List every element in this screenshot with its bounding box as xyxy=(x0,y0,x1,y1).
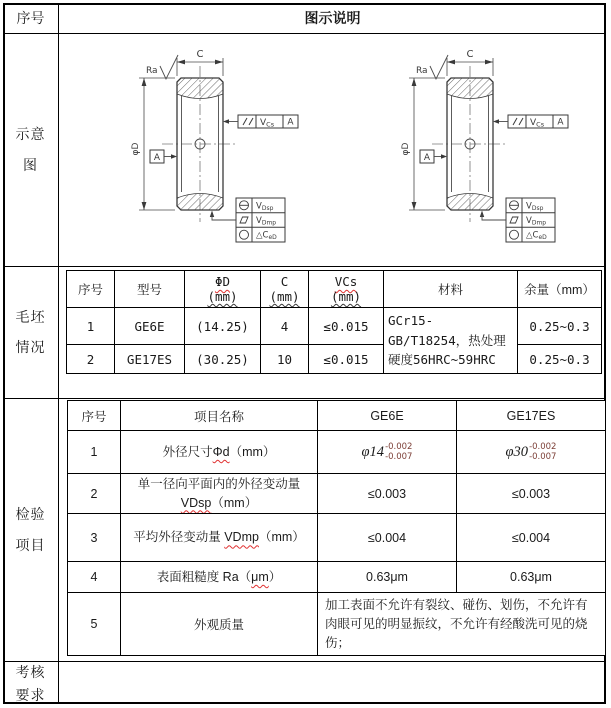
roughness-icon xyxy=(160,55,178,79)
cell-ge6e: ≤0.003 xyxy=(318,474,457,514)
roughness-label: Ra xyxy=(146,66,158,76)
mean-variation-icon xyxy=(240,217,248,223)
inspection-header-row xyxy=(68,401,606,431)
col-header-no: 序号 xyxy=(67,271,115,308)
cell-diameter: (14.25) xyxy=(185,308,261,345)
cell-no: 2 xyxy=(67,345,115,374)
table-row xyxy=(68,474,606,514)
fcf-datum-ref: A xyxy=(287,117,294,128)
col-header-ge6e: GE6E xyxy=(318,401,457,431)
inspection-table xyxy=(67,400,606,656)
parallelism-icon xyxy=(249,118,253,125)
cell-no: 3 xyxy=(68,514,121,562)
cell-material: GCr15-GB/T18254，热处理硬度56HRC~59HRC xyxy=(384,308,518,374)
datum-arrow xyxy=(171,154,177,159)
fcf-arrow xyxy=(493,119,499,124)
roughness-icon xyxy=(430,55,448,79)
col-header-ge17es: GE17ES xyxy=(457,401,606,431)
cell-item: 表面粗糙度 Ra（μm） xyxy=(121,562,318,593)
dim-c-label: C xyxy=(466,49,474,60)
section-label-assessment xyxy=(3,661,58,706)
fcf-value: VCs xyxy=(260,118,275,129)
stack-value-1: VDsp xyxy=(526,201,544,212)
dim-c-arrow-right xyxy=(485,60,493,65)
drawing-1 xyxy=(60,33,330,266)
dim-c-arrow-right xyxy=(215,60,223,65)
cell-item: 平均外径变动量 VDmp（mm） xyxy=(121,514,318,562)
roundness-icon xyxy=(240,230,249,239)
cell-no: 1 xyxy=(68,431,121,474)
stack-value-1: VDsp xyxy=(256,201,274,212)
section-label-inspection xyxy=(3,398,58,661)
drawing-2 xyxy=(330,33,600,266)
inspection-label-line1: 检验 xyxy=(15,506,46,523)
cell-no: 2 xyxy=(68,474,121,514)
schematic-label-line2: 图 xyxy=(23,156,38,173)
col-header-material: 材料 xyxy=(384,271,518,308)
stack-value-2: VDmp xyxy=(526,216,547,227)
stack-leader xyxy=(482,214,506,220)
cell-item: 外观质量 xyxy=(121,593,318,656)
cell-model: GE6E xyxy=(115,308,185,345)
dim-d-label: φD xyxy=(131,142,141,156)
seq-header-label: 序号 xyxy=(16,10,45,26)
row-divider-4 xyxy=(3,661,606,662)
cell-width: 4 xyxy=(261,308,309,345)
col-header-allowance: 余量（mm） xyxy=(518,271,602,308)
dim-d-label: φD xyxy=(401,142,411,156)
section-label-schematic xyxy=(3,33,58,266)
table-row xyxy=(68,593,606,656)
col-header-no: 序号 xyxy=(68,401,121,431)
section-label-blank xyxy=(3,266,58,398)
cell-ge6e: φ14 -0.002 -0.007 xyxy=(318,431,457,474)
ring-bottom-section-hatch xyxy=(447,194,493,211)
col-header-vcs: VCs (mm) xyxy=(309,271,384,308)
cell-ge17es: ≤0.003 xyxy=(457,474,606,514)
cell-item: 外径尺寸Φd（mm） xyxy=(121,431,318,474)
col-header-model: 型号 xyxy=(115,271,185,308)
table-row xyxy=(68,562,606,593)
datum-label: A xyxy=(153,153,161,163)
cell-no: 1 xyxy=(67,308,115,345)
cell-ge6e: 0.63μm xyxy=(318,562,457,593)
table-row xyxy=(67,308,602,345)
cell-vcs: ≤0.015 xyxy=(309,345,384,374)
row-divider-3 xyxy=(3,398,606,399)
parallelism-icon xyxy=(519,118,523,125)
stack-value-2: VDmp xyxy=(256,216,277,227)
dim-d-arrow-bottom xyxy=(412,202,417,210)
mean-variation-icon xyxy=(510,217,518,223)
roundness-icon xyxy=(510,230,519,239)
roughness-label: Ra xyxy=(416,66,428,76)
cell-ge17es: 0.63μm xyxy=(457,562,606,593)
header-seq-cell xyxy=(3,3,58,33)
row-divider-2 xyxy=(3,266,606,267)
cell-allowance: 0.25~0.3 xyxy=(518,345,602,374)
fcf-arrow xyxy=(223,119,229,124)
inspection-label-line2: 项目 xyxy=(15,536,46,553)
datum-label: A xyxy=(423,153,431,163)
assessment-label-line2: 要求 xyxy=(15,686,46,703)
cell-vcs: ≤0.015 xyxy=(309,308,384,345)
blank-label-line2: 情况 xyxy=(15,339,46,355)
blank-table-header-row xyxy=(67,271,602,308)
assessment-label-line1: 考核 xyxy=(15,664,46,681)
cell-ge17es: ≤0.004 xyxy=(457,514,606,562)
blank-table xyxy=(66,270,602,374)
fcf-value: VCs xyxy=(530,118,545,129)
col-header-item: 项目名称 xyxy=(121,401,318,431)
col-header-diameter: ΦD (mm) xyxy=(185,271,261,308)
dim-d-arrow-top xyxy=(412,78,417,86)
cell-no: 4 xyxy=(68,562,121,593)
cell-ge6e: ≤0.004 xyxy=(318,514,457,562)
ring-bottom-section-hatch xyxy=(177,194,223,211)
dim-c-arrow-left xyxy=(447,60,455,65)
table-row xyxy=(68,514,606,562)
cell-no: 5 xyxy=(68,593,121,656)
table-row xyxy=(68,431,606,474)
dim-d-arrow-bottom xyxy=(142,202,147,210)
schematic-label-line1: 示意 xyxy=(15,126,46,143)
dim-c-label: C xyxy=(196,49,204,60)
ring-top-section-hatch xyxy=(177,78,223,99)
page-title: 图示说明 xyxy=(304,10,361,26)
cell-item: 单一径向平面内的外径变动量 VDsp（mm） xyxy=(121,474,318,514)
cell-allowance: 0.25~0.3 xyxy=(518,308,602,345)
parallelism-icon xyxy=(243,118,247,125)
datum-arrow xyxy=(441,154,447,159)
cell-model: GE17ES xyxy=(115,345,185,374)
blank-label-line1: 毛坯 xyxy=(15,308,46,325)
label-column-divider xyxy=(58,3,59,704)
col-header-width: C (mm) xyxy=(261,271,309,308)
header-title-cell xyxy=(59,3,606,33)
ring-top-section-hatch xyxy=(447,78,493,99)
cell-width: 10 xyxy=(261,345,309,374)
table-row xyxy=(67,345,602,374)
dim-d-arrow-top xyxy=(142,78,147,86)
fcf-datum-ref: A xyxy=(557,117,564,128)
cell-appearance-note: 加工表面不允许有裂纹、碰伤、划伤，不允许有肉眼可见的明显振纹，不允许有经酸洗可见的烧伤； xyxy=(318,593,606,656)
dim-c-arrow-left xyxy=(177,60,185,65)
stack-value-3: △CeD xyxy=(526,230,547,241)
cell-ge17es: φ30 -0.002 -0.007 xyxy=(457,431,606,474)
stack-leader xyxy=(212,214,236,220)
stack-value-3: △CeD xyxy=(256,230,277,241)
cell-diameter: (30.25) xyxy=(185,345,261,374)
parallelism-icon xyxy=(513,118,517,125)
